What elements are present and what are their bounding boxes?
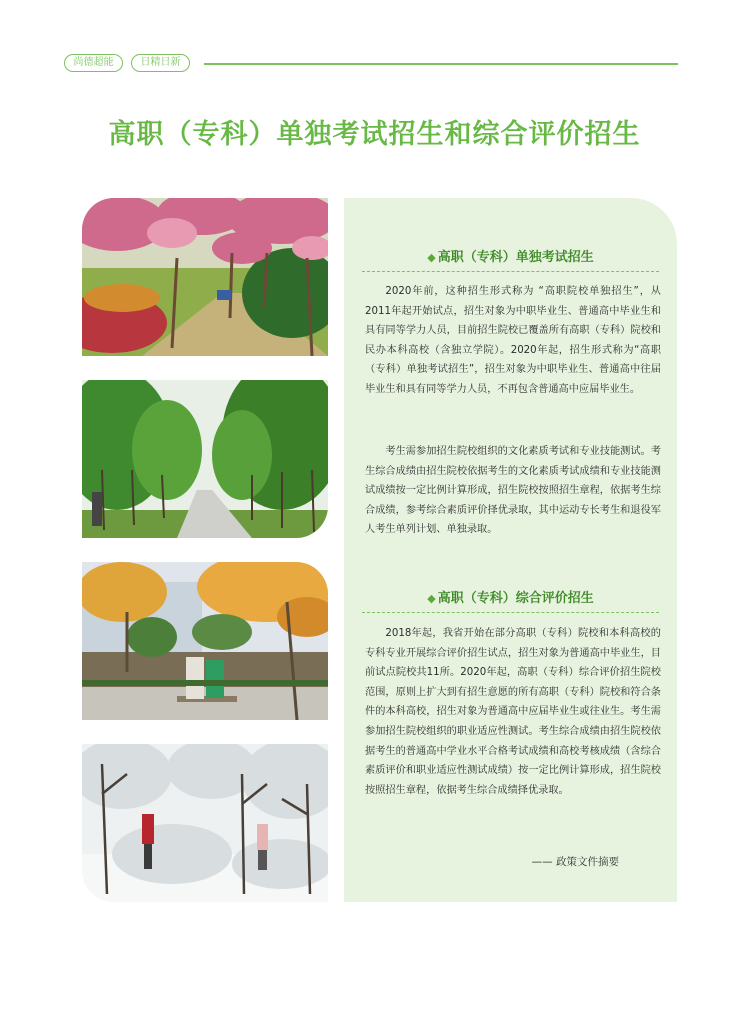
section-heading-text: 高职（专科）单独考试招生	[437, 250, 594, 265]
header-tag-right: 日精日新	[131, 54, 190, 72]
paragraph: 2018年起，我省开始在部分高职（专科）院校和本科高校的专科专业开展综合评价招生试点，招生对象为普通高中毕业生，目前试点院校共11所。2020年起，高职（专科）综合评价招生院校范围，原则上扩大到有招生意愿的所有高职（专科）院校和符合条件的本科高校，招生对象为普通高中应届毕业生或往业生。考生需参加招生院校组织的职业适应性测试。考生综合成绩由招生院校依据考生的普通高中学业水平合格考试成绩和高校考核成绩（含综合素质评价和职业适应性测试成绩）按一定比例计算形成，招生院校按照招生章程，依据考生综合成绩择优录取。	[365, 628, 661, 796]
source-signature: —— 政策文件摘要	[531, 856, 619, 868]
snow-trees-photo	[82, 744, 328, 902]
header-rule	[204, 63, 678, 65]
section-divider	[362, 271, 659, 272]
diamond-bullet-icon: ◆	[427, 592, 436, 605]
section-heading-comprehensive-evaluation	[344, 587, 677, 606]
section-heading-text: 高职（专科）综合评价招生	[437, 591, 594, 606]
paragraph: 2020年前，这种招生形式称为 “高职院校单独招生”，从2011年起开始试点，招生对象为中职毕业生、普通高中毕业生和具有同等学力人员，目前招生院校已覆盖所有高职（专科）院校和民办本科高校（含独立学院）。2020年起，招生形式称为“高职（专科）单独考试招生”，招生对象为中职毕业生、普通高中往届毕业生和具有同等学力人员，不再包含普通高中应届毕业生。	[365, 286, 661, 395]
diamond-bullet-icon: ◆	[427, 251, 436, 264]
tree-lined-road-photo	[82, 380, 328, 538]
header-tag-left: 尚德超能	[64, 54, 123, 72]
autumn-bench-photo	[82, 562, 328, 720]
content-panel	[344, 198, 677, 902]
section-heading-independent-exam	[344, 246, 677, 265]
blossom-path-photo	[82, 198, 328, 356]
section-divider	[362, 612, 659, 613]
page-title: 高职（专科）单独考试招生和综合评价招生	[108, 119, 641, 150]
paragraph: 考生需参加招生院校组织的文化素质考试和专业技能测试。考生综合成绩由招生院校依据考生的文化素质考试成绩和专业技能测试成绩按一定比例计算形成，招生院校按照招生章程，依据考生综合成绩，参考综合素质评价择优录取，其中运动专长考生和退役军人考生单列计划、单独录取。	[365, 446, 661, 536]
